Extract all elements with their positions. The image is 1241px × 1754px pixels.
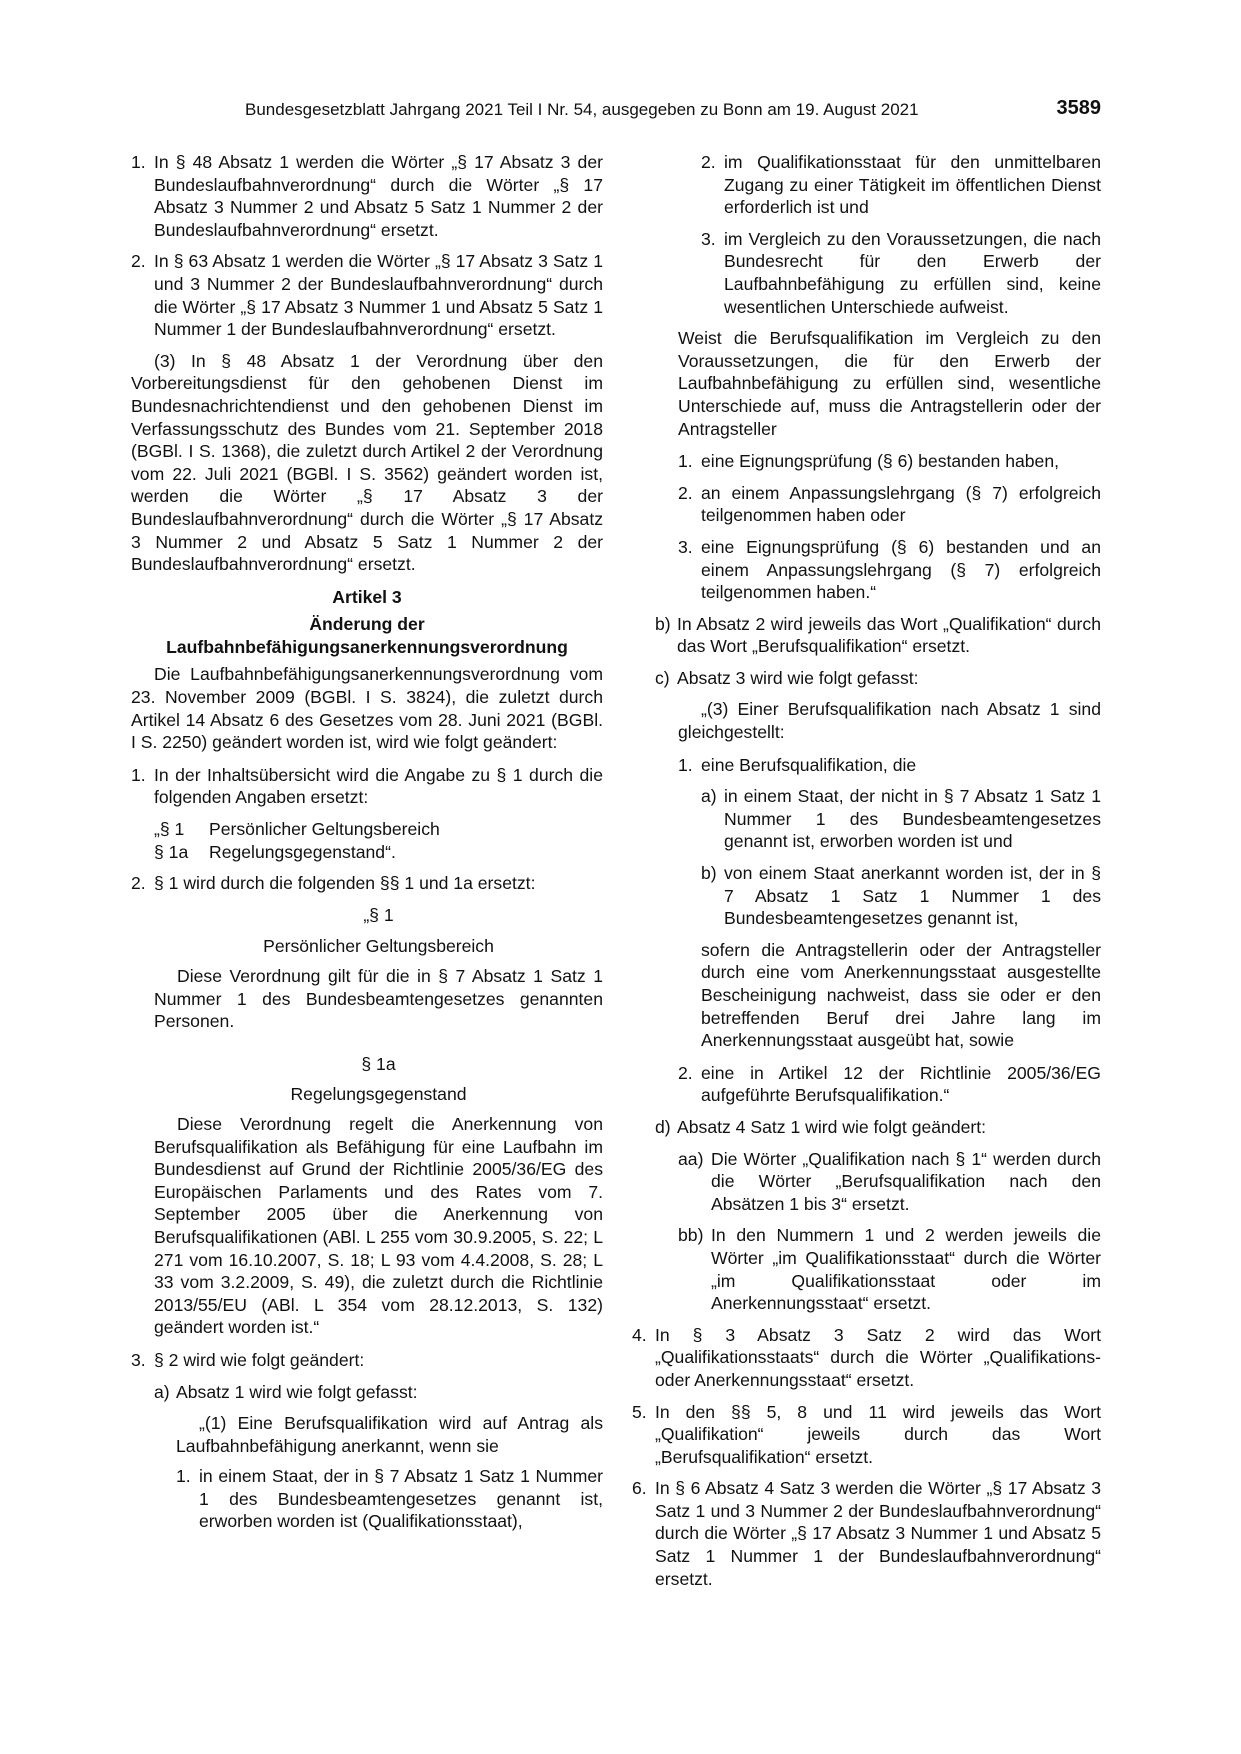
article-heading: Artikel 3 bbox=[332, 586, 402, 607]
list-item: 3. im Vergleich zu den Voraussetzungen, die nach Bundesrecht für den Erwerb der Laufbahnbefähigung zu erfüllen sind, keine wesentlichen Unterschiede aufweist. bbox=[701, 228, 1101, 317]
list-item: 2. eine in Artikel 12 der Richtlinie 2005/36/EG aufgeführte Berufsqualifikation.“ bbox=[678, 1062, 1101, 1106]
paragraph: sofern die Antragstellerin oder der Antragsteller durch eine vom Anerkennungsstaat ausgestellte Bescheinigung nachweist, dass sie oder er den betreffenden Beruf drei Jahre lang im Anerkennungsstaat ausgeübt hat, sowie bbox=[701, 939, 1101, 1051]
section-text: Diese Verordnung gilt für die in § 7 Absatz 1 Satz 1 Nummer 1 des Bundesbeamtengesetzes genannten Personen. bbox=[154, 966, 603, 1032]
list-item: d) Absatz 4 Satz 1 wird wie folgt geändert: bbox=[655, 1116, 987, 1137]
list-item: c) Absatz 3 wird wie folgt gefasst: bbox=[655, 667, 919, 688]
section-heading: „§ 1 bbox=[363, 904, 394, 925]
list-item: 2. im Qualifikationsstaat für den unmittelbaren Zugang zu einer Tätigkeit im öffentlichen Dienst erforderlich ist und bbox=[701, 152, 1101, 218]
list-item: a) in einem Staat, der nicht in § 7 Absatz 1 Satz 1 Nummer 1 des Bundesbeamtengesetzes genannt ist, erworben worden ist und bbox=[701, 786, 1101, 852]
list-item: aa) Die Wörter „Qualifikation nach § 1“ werden durch die Wörter „Berufsqualifikation nach den Absätzen 1 bis 3“ ersetzt. bbox=[678, 1148, 1101, 1214]
list-item: 3. eine Eignungsprüfung (§ 6) bestanden und an einem Anpassungslehrgang (§ 7) erfolgreich teilgenommen haben.“ bbox=[678, 536, 1101, 603]
section-text: Diese Verordnung regelt die Anerkennung von Berufsqualifikation als Befähigung für eine Laufbahn im Bundesdienst auf Grund der Richtlinie 2005/36/EG des Europäischen Parlaments und des Rates vom 7. September 2005 über die Anerkennung von Berufsqualifikationen (ABl. L 255 vom 30.9.2005, S. 22; L 271 vom 16.10.2007, S. 18; L 93 vom 4.4.2008, S. 28; L 33 vom 3.2.2009, S. 49), die zuletzt durch die Richtlinie 2013/55/EU (ABl. L 354 vom 28.12.2013, S. 132) geändert worden ist.“ bbox=[154, 1113, 603, 1338]
paragraph: Weist die Berufsqualifikation im Vergleich zu den Voraussetzungen, die für den Erwerb der Laufbahnbefähigung zu erfüllen sind, wesentliche Unterschiede auf, muss die Antragstellerin oder der Antragsteller bbox=[678, 328, 1101, 439]
quoted-section-1 bbox=[131, 904, 603, 1339]
section-title: Persönlicher Geltungsbereich bbox=[263, 936, 494, 957]
paragraph: Die Laufbahnbefähigungsanerkennungsverordnung vom 23. November 2009 (BGBl. I S. 3824), die zuletzt durch Artikel 14 Absatz 6 des Gesetzes vom 28. Juni 2021 (BGBl. I S. 2250) geändert worden ist, wird wie folgt geändert: bbox=[131, 664, 603, 753]
page-number: 3589 bbox=[1056, 97, 1101, 119]
paragraph: (3) In § 48 Absatz 1 der Verordnung über den Vorbereitungsdienst für den gehobenen Dienst im Bundesnachrichtendienst und den gehobenen Dienst im Verfassungsschutz des Bundes vom 21. September 2018 (BGBl. I S. 1368), die zuletzt durch Artikel 2 der Verordnung vom 22. Juli 2021 (BGBl. I S. 3562) geändert worden ist, werden die Wörter „§ 17 Absatz 3 der Bundeslaufbahnverordnung“ durch die Wörter „§ 17 Absatz 3 Nummer 2 und Absatz 5 Satz 1 Nummer 2 der Bundeslaufbahnverordnung“ ersetzt. bbox=[131, 350, 603, 575]
toc-entries bbox=[131, 818, 603, 863]
quoted-paragraph: „(1) Eine Berufsqualifikation wird auf Antrag als Laufbahnbefähigung anerkannt, wenn sie bbox=[176, 1413, 603, 1456]
list-item: 5. In den §§ 5, 8 und 11 wird jeweils das Wort „Qualifikation“ jeweils durch das Wort „Berufsqualifikation“ ersetzt. bbox=[632, 1401, 1101, 1467]
list-item: 1. In der Inhaltsübersicht wird die Angabe zu § 1 durch die folgenden Angaben ersetzt: bbox=[131, 764, 603, 808]
list-item: 3. § 2 wird wie folgt geändert: bbox=[131, 1349, 365, 1370]
section-title: Regelungsgegenstand bbox=[290, 1084, 467, 1105]
list-item: 1. eine Berufsqualifikation, die bbox=[678, 754, 917, 775]
page-header bbox=[245, 97, 1101, 124]
list-item: 2. an einem Anpassungslehrgang (§ 7) erfolgreich teilgenommen haben oder bbox=[678, 482, 1101, 526]
article-title-line-1: Änderung der bbox=[309, 614, 425, 635]
right-column bbox=[632, 151, 1101, 1599]
list-item: 1. in einem Staat, der in § 7 Absatz 1 Satz 1 Nummer 1 des Bundesbeamtengesetzes genannt ist, erworben worden ist (Qualifikationsstaat), bbox=[176, 1466, 603, 1532]
list-item: a) Absatz 1 wird wie folgt gefasst: bbox=[154, 1381, 418, 1402]
list-item: b) von einem Staat anerkannt worden ist, der in § 7 Absatz 1 Satz 1 Nummer 1 des Bundesbeamtengesetzes genannt ist, bbox=[701, 863, 1101, 929]
toc-entry: „§ 1 Persönlicher Geltungsbereich bbox=[154, 819, 440, 840]
list-item: bb) In den Nummern 1 und 2 werden jeweils die Wörter „im Qualifikationsstaat“ durch die Wörter „im Qualifikationsstaat oder im Anerkennungsstaat“ ersetzt. bbox=[678, 1225, 1101, 1314]
list-item: 2. In § 63 Absatz 1 werden die Wörter „§ 17 Absatz 3 Satz 1 und 3 Nummer 2 der Bundeslaufbahnverordnung“ durch die Wörter „§ 17 Absatz 3 Nummer 1 und Absatz 5 Satz 1 Nummer 1 der Bundeslaufbahnverordnung“ ersetzt. bbox=[131, 251, 603, 340]
quoted-paragraph: „(3) Einer Berufsqualifikation nach Absatz 1 sind gleichgestellt: bbox=[678, 699, 1101, 743]
toc-entry: § 1a Regelungsgegenstand“. bbox=[154, 841, 396, 862]
list-item: b) In Absatz 2 wird jeweils das Wort „Qualifikation“ durch das Wort „Berufsqualifikation“ ersetzt. bbox=[655, 613, 1101, 657]
list-item: 6. In § 6 Absatz 4 Satz 3 werden die Wörter „§ 17 Absatz 3 Satz 1 und 3 Nummer 2 der Bundeslaufbahnverordnung“ durch die Wörter „§ 17 Absatz 3 Nummer 1 und Absatz 5 Satz 1 Nummer 1 der Bundeslaufbahnverordnung“ ersetzt. bbox=[632, 1478, 1101, 1589]
list-item: 4. In § 3 Absatz 3 Satz 2 wird das Wort „Qualifikationsstaats“ durch die Wörter „Qualifikations- oder Anerkennungsstaat“ ersetzt. bbox=[632, 1324, 1101, 1390]
list-item: 1. In § 48 Absatz 1 werden die Wörter „§ 17 Absatz 3 der Bundeslaufbahnverordnung“ durch die Wörter „§ 17 Absatz 3 Nummer 2 und Absatz 5 Satz 1 Nummer 2 der Bundeslaufbahnverordnung“ ersetzt. bbox=[131, 152, 603, 240]
left-column bbox=[131, 151, 603, 1542]
list-item: 1. eine Eignungsprüfung (§ 6) bestanden haben, bbox=[678, 451, 1060, 472]
section-heading: § 1a bbox=[361, 1053, 396, 1074]
article-title-line-2: Laufbahnbefähigungsanerkennungsverordnung bbox=[166, 636, 568, 657]
list-item: 2. § 1 wird durch die folgenden §§ 1 und 1a ersetzt: bbox=[131, 873, 536, 894]
running-head: Bundesgesetzblatt Jahrgang 2021 Teil I Nr. 54, ausgegeben zu Bonn am 19. August 2021 bbox=[245, 100, 919, 119]
